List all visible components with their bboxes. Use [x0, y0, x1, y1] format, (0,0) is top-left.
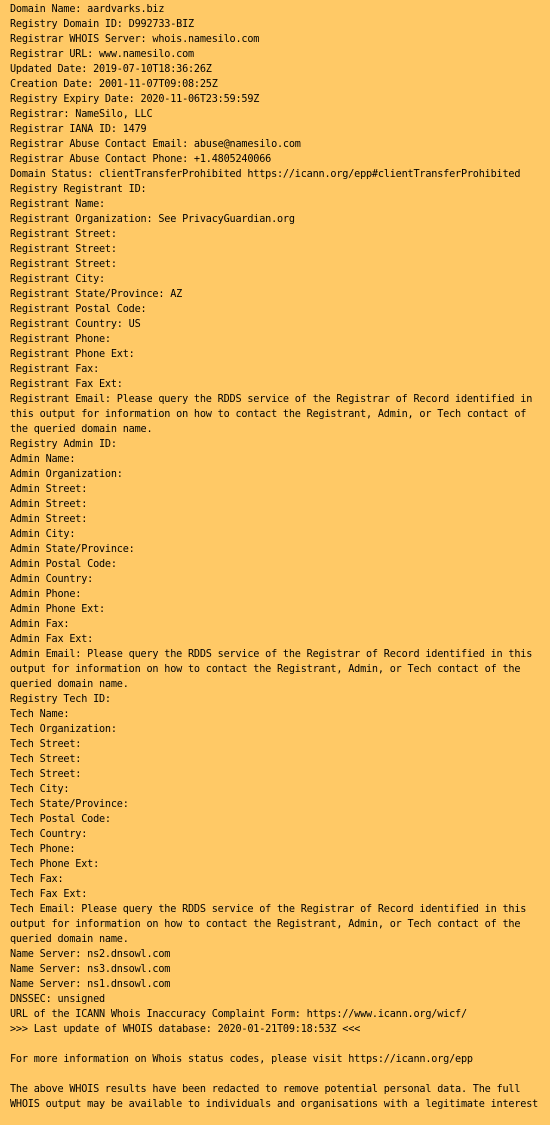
whois-line: Tech Organization: [10, 724, 117, 735]
whois-line: Registrant Street: [10, 244, 117, 255]
whois-line: Tech Fax: [10, 874, 64, 885]
whois-line: Admin Country: [10, 574, 94, 585]
whois-line: Registrant Phone: [10, 334, 111, 345]
whois-line: Admin Email: Please query the RDDS service of the Registrar of Record identified in this output for information on how to contact the Registrant, Admin, or Tech contact of the queried domain name. [10, 649, 539, 690]
whois-line: Name Server: ns2.dnsowl.com [10, 949, 171, 960]
whois-line: Registrant Name: [10, 199, 105, 210]
whois-line: Tech Name: [10, 709, 70, 720]
whois-line: Admin City: [10, 529, 76, 540]
whois-line: Admin Name: [10, 454, 76, 465]
whois-line: Registrant Street: [10, 259, 117, 270]
whois-line: Tech Email: Please query the RDDS service of the Registrar of Record identified in this output for information on how to contact the Registrant, Admin, or Tech contact of the queried domain name. [10, 904, 533, 945]
whois-line: Registrant Email: Please query the RDDS service of the Registrar of Record identified in this output for information on how to contact the Registrant, Admin, or Tech contact of the queried domain name. [10, 394, 539, 435]
whois-line: Registry Tech ID: [10, 694, 111, 705]
whois-line: Tech Phone: [10, 844, 76, 855]
whois-line: Registrant Phone Ext: [10, 349, 135, 360]
whois-line: Registrant Postal Code: [10, 304, 147, 315]
whois-line: Admin Phone: [10, 589, 82, 600]
whois-line: URL of the ICANN Whois Inaccuracy Complaint Form: https://www.icann.org/wicf/ [10, 1009, 467, 1020]
whois-line: Registrant Country: US [10, 319, 141, 330]
whois-line: Registrant Street: [10, 229, 117, 240]
whois-line: For more information on Whois status codes, please visit https://icann.org/epp [10, 1054, 473, 1065]
whois-line: Name Server: ns3.dnsowl.com [10, 964, 171, 975]
whois-line: Registrant Fax: [10, 364, 100, 375]
whois-line: Tech State/Province: [10, 799, 129, 810]
whois-line [10, 1037, 545, 1052]
whois-line: Registrar Abuse Contact Email: abuse@namesilo.com [10, 139, 301, 150]
whois-line: Registrar: NameSilo, LLC [10, 109, 153, 120]
whois-line: Admin Postal Code: [10, 559, 117, 570]
whois-line: Admin Street: [10, 499, 88, 510]
whois-line: Creation Date: 2001-11-07T09:08:25Z [10, 79, 218, 90]
whois-line: Domain Name: aardvarks.biz [10, 4, 165, 15]
whois-line: Registrant Organization: See PrivacyGuardian.org [10, 214, 295, 225]
whois-line: Registrant Fax Ext: [10, 379, 123, 390]
whois-line: Registry Domain ID: D992733-BIZ [10, 19, 194, 30]
whois-line: Tech Street: [10, 769, 82, 780]
whois-line: Admin Street: [10, 484, 88, 495]
whois-line: Admin State/Province: [10, 544, 135, 555]
whois-line: Admin Organization: [10, 469, 123, 480]
whois-line: Tech Street: [10, 754, 82, 765]
whois-line: Name Server: ns1.dnsowl.com [10, 979, 171, 990]
whois-line: Domain Status: clientTransferProhibited https://icann.org/epp#clientTransferProhibited [10, 169, 521, 180]
whois-line: Registrar WHOIS Server: whois.namesilo.com [10, 34, 260, 45]
whois-line: Admin Fax Ext: [10, 634, 94, 645]
whois-line: Registrar URL: www.namesilo.com [10, 49, 194, 60]
whois-line: Tech Country: [10, 829, 88, 840]
whois-line: The above WHOIS results have been redacted to remove potential personal data. The full WHOIS output may be available to individuals and organisations with a legitimate interest [10, 1084, 539, 1110]
whois-line: Tech Postal Code: [10, 814, 111, 825]
whois-line: Registry Expiry Date: 2020-11-06T23:59:59Z [10, 94, 260, 105]
whois-line: Tech Phone Ext: [10, 859, 100, 870]
whois-line: Tech Street: [10, 739, 82, 750]
whois-line: >>> Last update of WHOIS database: 2020-01-21T09:18:53Z <<< [10, 1024, 361, 1035]
whois-line: Registrant City: [10, 274, 105, 285]
whois-line: Registry Admin ID: [10, 439, 117, 450]
whois-line: Registrant State/Province: AZ [10, 289, 183, 300]
whois-line: Registrar Abuse Contact Phone: +1.4805240066 [10, 154, 272, 165]
whois-line: Admin Phone Ext: [10, 604, 105, 615]
whois-line: Tech Fax Ext: [10, 889, 88, 900]
whois-line: Updated Date: 2019-07-10T18:36:26Z [10, 64, 212, 75]
whois-line: Registry Registrant ID: [10, 184, 147, 195]
whois-line: Tech City: [10, 784, 70, 795]
whois-line: Admin Street: [10, 514, 88, 525]
whois-line: DNSSEC: unsigned [10, 994, 105, 1005]
whois-line: Registrar IANA ID: 1479 [10, 124, 147, 135]
whois-line: Admin Fax: [10, 619, 70, 630]
whois-line [10, 1067, 545, 1082]
